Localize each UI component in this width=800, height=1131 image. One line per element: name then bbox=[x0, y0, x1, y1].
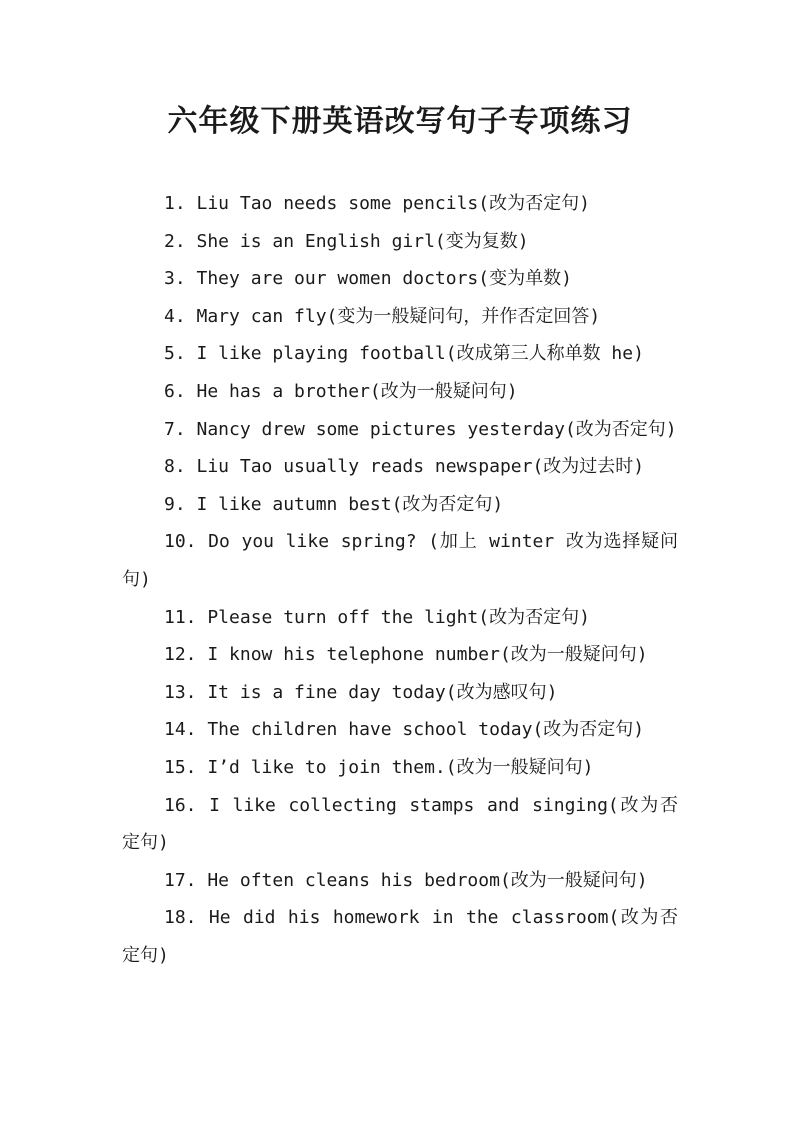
exercise-item-13: 13. It is a fine day today(改为感叹句) bbox=[164, 681, 558, 703]
exercise-item-17: 17. He often cleans his bedroom(改为一般疑问句) bbox=[164, 869, 648, 891]
exercise-item-7: 7. Nancy drew some pictures yesterday(改为否定句) bbox=[164, 418, 677, 440]
exercise-item-2: 2. She is an English girl(变为复数) bbox=[164, 230, 529, 252]
exercise-item-5: 5. I like playing football(改成第三人称单数 he) bbox=[164, 343, 644, 365]
exercise-item-4: 4. Mary can fly(变为一般疑问句，并作否定回答) bbox=[164, 305, 601, 327]
exercise-item-10: 10. Do you like spring? (加上 winter 改为选择疑问句) bbox=[122, 531, 678, 590]
exercise-item-9: 9. I like autumn best(改为否定句) bbox=[164, 493, 504, 515]
exercise-item-11: 11. Please turn off the light(改为否定句) bbox=[164, 606, 590, 628]
exercise-item-1: 1. Liu Tao needs some pencils(改为否定句) bbox=[164, 193, 590, 214]
exercise-item-6: 6. He has a brother(改为一般疑问句) bbox=[164, 380, 518, 402]
exercise-item-3: 3. They are our women doctors(变为单数) bbox=[164, 268, 572, 290]
exercise-item-12: 12. I know his telephone number(改为一般疑问句) bbox=[164, 644, 648, 666]
document-title: 六年级下册英语改写句子专项练习 bbox=[167, 104, 633, 139]
exercise-item-15: 15. I’d like to join them.(改为一般疑问句) bbox=[164, 756, 594, 778]
exercise-item-16: 16. I like collecting stamps and singing(改为否定句) bbox=[122, 794, 678, 854]
exercise-item-14: 14. The children have school today(改为否定句) bbox=[164, 719, 645, 741]
exercise-item-8: 8. Liu Tao usually reads newspaper(改为过去时) bbox=[164, 456, 645, 478]
exercise-list bbox=[122, 185, 678, 974]
exercise-item-18: 18. He did his homework in the classroom(改为否定句) bbox=[122, 907, 678, 966]
